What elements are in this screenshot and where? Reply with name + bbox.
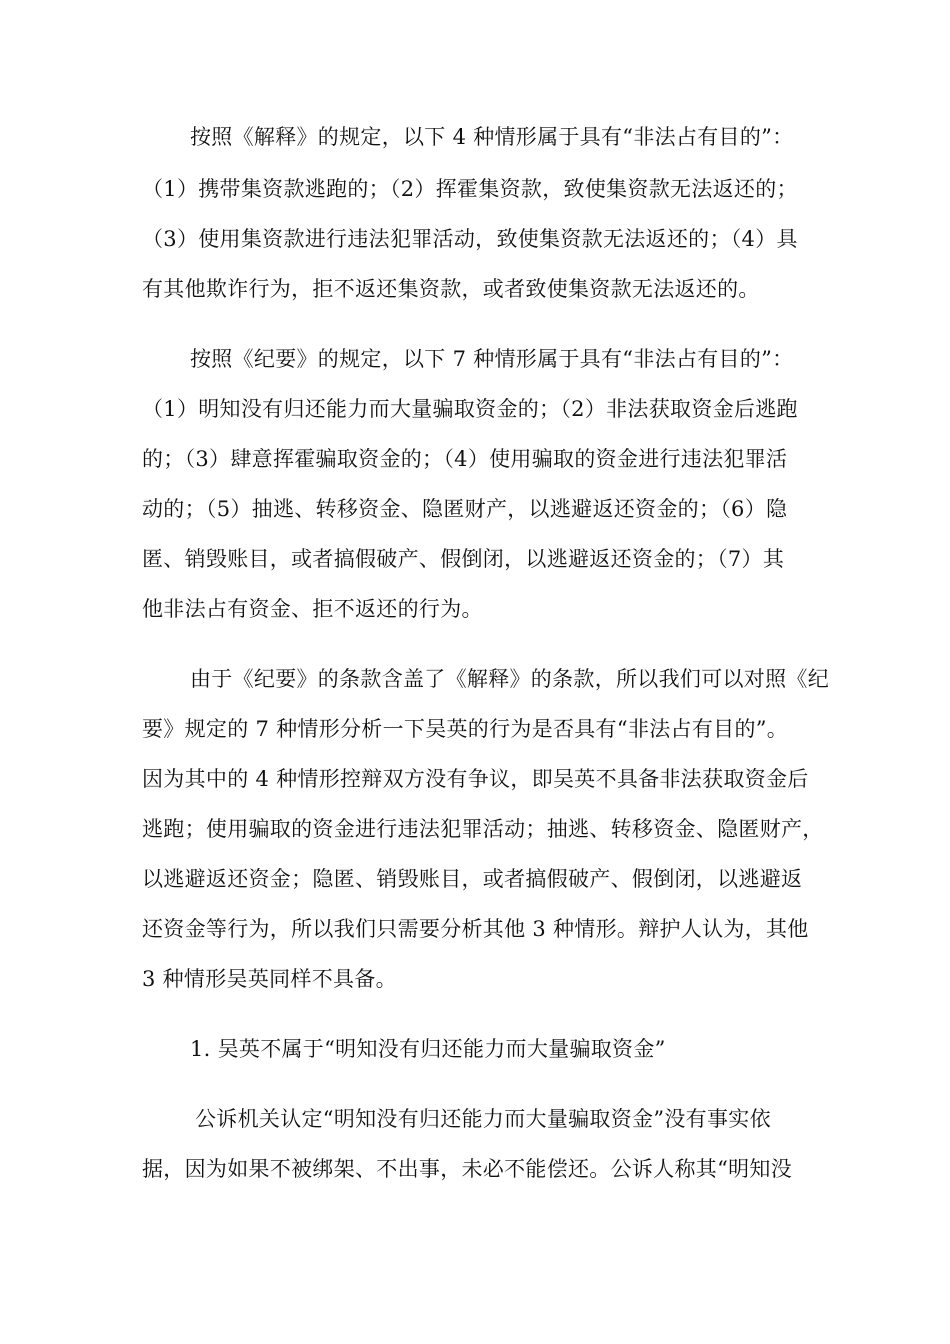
paragraph-2-line-2: （1）明知没有归还能力而大量骗取资金的；（2）非法获取资金后逃跑 [142,397,798,421]
paragraph-2-line-6: 他非法占有资金、拒不返还的行为。 [142,597,483,621]
paragraph-4-line-1: 公诉机关认定“明知没有归还能力而大量骗取资金”没有事实依 [195,1107,771,1131]
paragraph-2-line-1: 按照《纪要》的规定，以下 7 种情形属于具有“非法占有目的”： [190,347,794,371]
paragraph-2-line-3: 的；（3）肆意挥霍骗取资金的；（4）使用骗取的资金进行违法犯罪活 [142,447,788,471]
paragraph-3-line-6: 还资金等行为，所以我们只需要分析其他 3 种情形。辩护人认为，其他 [142,917,809,941]
paragraph-1-line-2: （1）携带集资款逃跑的；（2）挥霍集资款，致使集资款无法返还的； [142,177,798,201]
paragraph-3-line-5: 以逃避返还资金；隐匿、销毁账目，或者搞假破产、假倒闭，以逃避返 [142,867,803,891]
paragraph-2-line-4: 动的；（5）抽逃、转移资金、隐匿财产，以逃避返还资金的；（6）隐 [142,497,788,521]
paragraph-1-line-1: 按照《解释》的规定，以下 4 种情形属于具有“非法占有目的”： [190,125,794,149]
paragraph-3-line-7: 3 种情形吴英同样不具备。 [142,967,397,991]
paragraph-1-line-3: （3）使用集资款进行违法犯罪活动，致使集资款无法返还的；（4）具 [142,227,798,251]
paragraph-1-line-4: 有其他欺诈行为，拒不返还集资款，或者致使集资款无法返还的。 [142,277,760,301]
paragraph-3-line-3: 因为其中的 4 种情形控辩双方没有争议，即吴英不具备非法获取资金后 [142,767,809,791]
paragraph-2-line-5: 匿、销毁账目，或者搞假破产、假倒闭，以逃避返还资金的；（7）其 [142,547,785,571]
paragraph-4-line-2: 据，因为如果不被绑架、不出事，未必不能偿还。公诉人称其“明知没 [142,1157,793,1181]
paragraph-3-line-2: 要》规定的 7 种情形分析一下吴英的行为是否具有“非法占有目的”。 [142,717,789,741]
paragraph-3-line-4: 逃跑；使用骗取的资金进行违法犯罪活动；抽逃、转移资金、隐匿财产， [142,817,824,841]
paragraph-3-line-1: 由于《纪要》的条款含盖了《解释》的条款，所以我们可以对照《纪 [190,667,829,691]
section-heading-1: 1. 吴英不属于“明知没有归还能力而大量骗取资金” [190,1037,666,1061]
